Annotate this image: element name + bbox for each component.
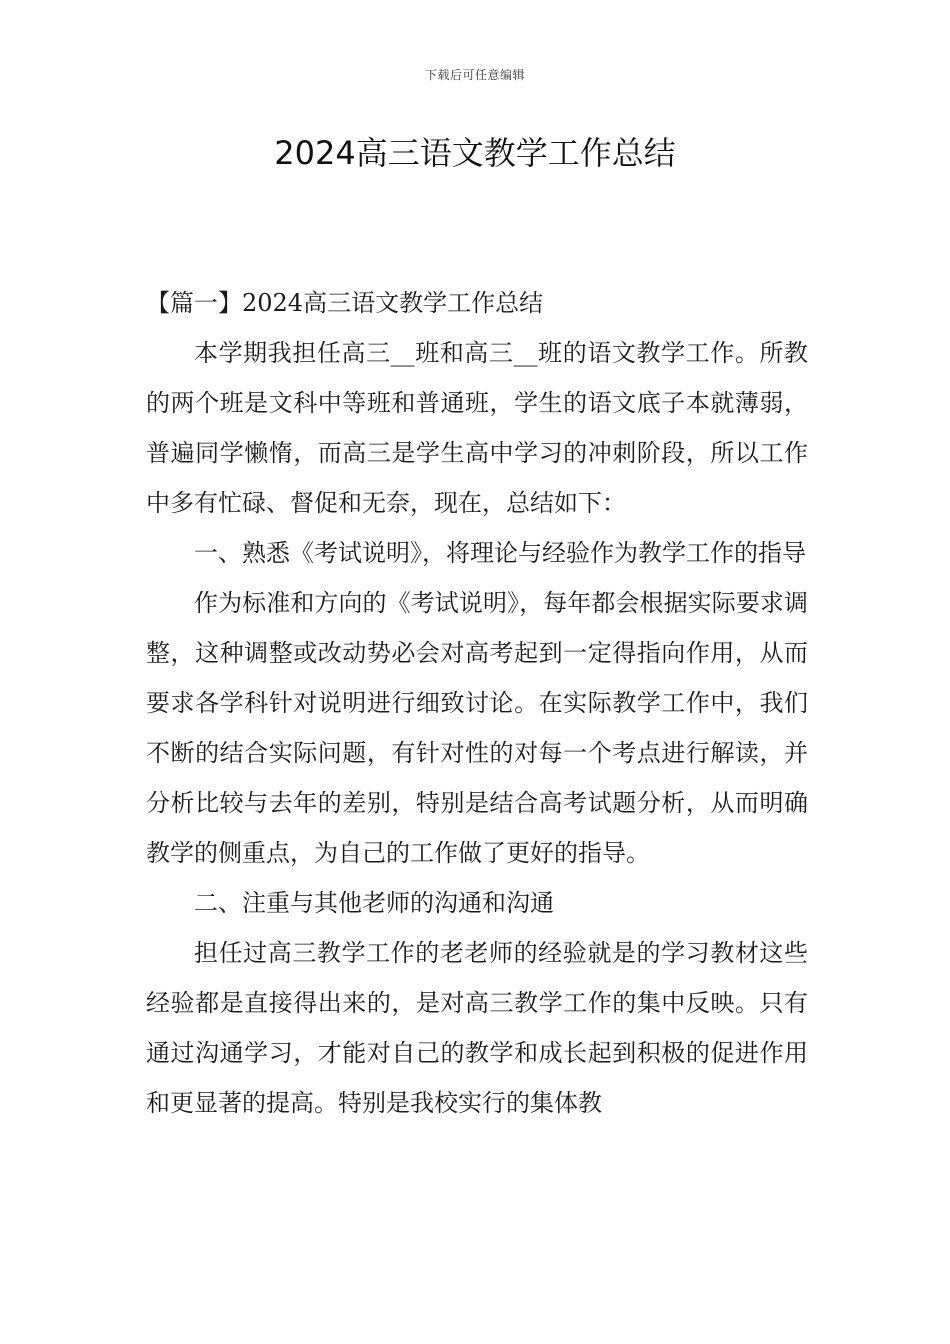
document-title: 2024高三语文教学工作总结 [274, 134, 676, 172]
header-note: 下载后可任意编辑 [424, 68, 525, 82]
section-label: 【篇一】2024高三语文教学工作总结 [146, 289, 544, 317]
heading-section-one: 一、熟悉《考试说明》，将理论与经验作为教学工作的指导 [194, 539, 806, 567]
paragraph-intro: 本学期我担任高三__班和高三__班的语文教学工作。所教的两个班是文科中等班和普通班，学生的语文底子本就薄弱，普遍同学懒惰，而高三是学生高中学习的冲刺阶段，所以工作中多有忙碌、督促和无奈，现在，总结如下： [146, 339, 808, 517]
paragraph-section-one: 作为标准和方向的《考试说明》，每年都会根据实际要求调整，这种调整或改动势必会对高考起到一定得指向作用，从而要求各学科针对说明进行细致讨论。在实际教学工作中，我们不断的结合实际问题，有针对性的对每一个考点进行解读，并分析比较与去年的差别，特别是结合高考试题分析，从而明确教学的侧重点，为自己的工作做了更好的指导。 [146, 589, 808, 867]
paragraph-section-two: 担任过高三教学工作的老老师的经验就是的学习教材这些经验都是直接得出来的，是对高三教学工作的集中反映。只有通过沟通学习，才能对自己的教学和成长起到积极的促进作用和更显著的提高。特别是我校实行的集体教 [146, 939, 808, 1117]
heading-section-two: 二、注重与其他老师的沟通和沟通 [194, 889, 554, 917]
document-body [146, 278, 808, 1128]
